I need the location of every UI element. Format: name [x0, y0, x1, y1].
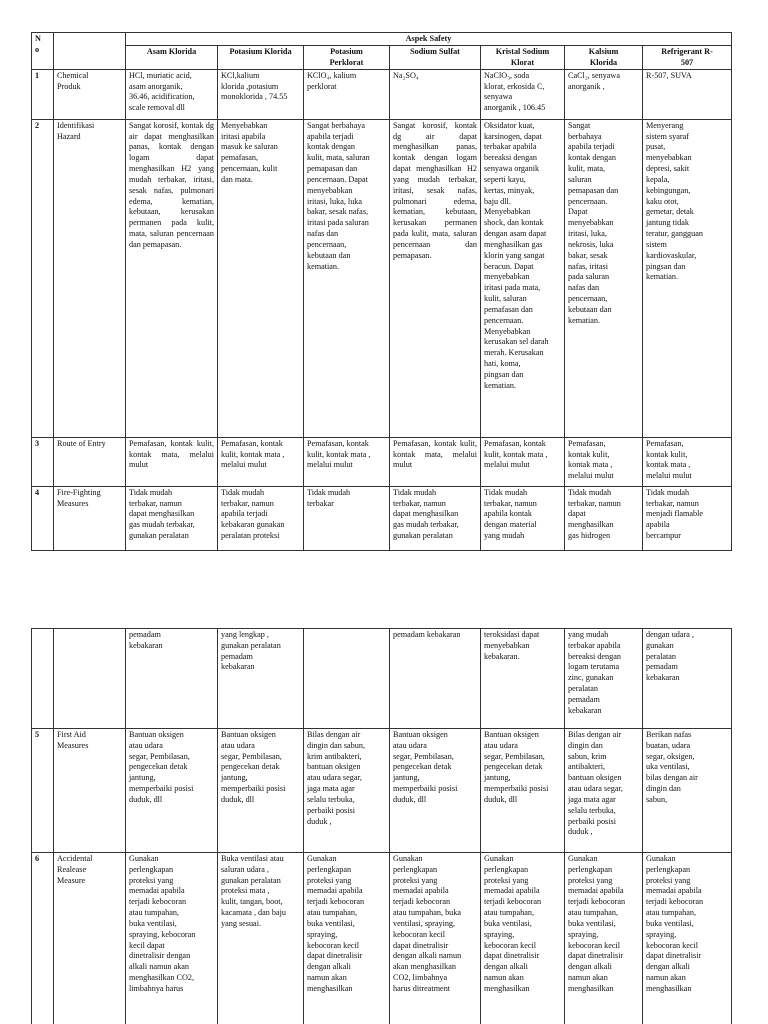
table-row [32, 486, 732, 550]
table-cell: Pemafasan, kontak kulit, kontak mata , melalui mulut [218, 437, 304, 486]
row-number: 4 [32, 486, 54, 550]
table-cell: Sangat berbahaya apabila terjadi kontak dengan kulit, mata, saluran pemapasan dan pencernaan. Dapat menyebabkan iritasi, luka, nekrosis, luka bakar, sesak nafas, iritasi pada saluran nafas dan pencernaan, kebutaan dan kematian. [565, 119, 643, 437]
table-cell: Tidak mudah terbakar, namun dapat menghasilkan gas mudah terbakar, gunakan peralatan [390, 486, 481, 550]
aspect-label: Accidental Realease Measure [54, 853, 126, 1024]
table-cell: R-507, SUVA [643, 69, 732, 119]
row-number: 6 [32, 853, 54, 1024]
row-number [32, 629, 54, 729]
table-cell: Gunakan perlengkapan proteksi yang memadai apabila terjadi kebocoran atau tumpahan, buka ventilasi, spraying, kebocoran kecil dapat dinetralisir dengan alkali namun akan menghasilkan [565, 853, 643, 1024]
table-cell: pemadam kebakaran [390, 629, 481, 729]
table-cell: KClO₄, kalium perklorat [304, 69, 390, 119]
table-cell: Bantuan oksigen atau udara segar, Pembilasan, pengecekan detak jantung, memperbaiki posisi duduk, dll [481, 729, 565, 853]
table-cell: Pemafasan, kontak kulit, kontak mata , melalui mulut [565, 437, 643, 486]
table-row [32, 119, 732, 437]
table-cell: yang mudah terbakar apabila bereaksi dengan logam terutama zinc, gunakan peralatan pemadam kebakaran [565, 629, 643, 729]
table-cell: Menyebabkan iritasi apabila masuk ke saluran pemafasan, pencernaan, kulit dan mata. [218, 119, 304, 437]
table-cell: Oksidator kuat, karsinogen, dapat terbakar apabila bereaksi dengan senyawa organik seperti kayu, kertas, minyak, baju dll. Menyebabkan shock, dan kontak dengan asam dapat menghasilkan gas klorin yang sangat beracun. Dapat menyebabkan iritasi pada mata, kulit, saluran pemafasan dan pencernaan. Menyebabkan kerusakan sel darah merah. Kerusakan hati, koma, pingsan dan kematian. [481, 119, 565, 437]
safety-table-page-2 [31, 628, 732, 1024]
table-cell: Tidak mudah terbakar [304, 486, 390, 550]
table-cell: Tidak mudah terbakar, namun dapat menghasilkan gas mudah terbakar, gunakan peralatan [126, 486, 218, 550]
page-2 [0, 628, 768, 1024]
table-cell: Bilas dengan air dingin dan sabun, krim antibakteri, bantuan oksigen atau udara segar, jaga mata agar selalu terbuka, perbaiki posisi duduk , [304, 729, 390, 853]
table-cell: Tidak mudah terbakar, namun apabila terjadi kebakaran gunakan peralatan proteksi [218, 486, 304, 550]
table-cell: Tidak mudah terbakar, namun apabila kontak dengan material yang mudah [481, 486, 565, 550]
table-row [32, 629, 732, 729]
header-row-columns [32, 45, 732, 69]
table-cell: Pemafasan, kontak kulit, kontak mata, melalui mulut [390, 437, 481, 486]
table-cell: teroksidasi dapat menyebabkan kebakaran. [481, 629, 565, 729]
table-cell: yang lengkap , gunakan peralatan pemadam kebakaran [218, 629, 304, 729]
aspect-safety-header: Aspek Safety [126, 33, 732, 46]
table-cell: CaCl₂, senyawa anorganik , [565, 69, 643, 119]
aspect-label: Fire-Fighting Measures [54, 486, 126, 550]
table-cell: Gunakan perlengkapan proteksi yang memadai apabila terjadi kebocoran atau tumpahan, buka ventilasi, spraying, kebocoran kecil dapat dinetralisir dengan alkali namun akan menghasilkan CO2, limbahnya harus ditreatment [390, 853, 481, 1024]
aspect-label: First Aid Measures [54, 729, 126, 853]
table-cell: NaClO₃, soda klorat, erkosida C, senyawa anorganik , 106.45 [481, 69, 565, 119]
aspect-blank-header [54, 33, 126, 70]
table-cell: dengan udara , gunakan peralatan pemadam kebakaran [643, 629, 732, 729]
row-number: 3 [32, 437, 54, 486]
table-row [32, 729, 732, 853]
table-row [32, 69, 732, 119]
table-cell: Berikan nafas buatan, udara segar, oksigen, uka ventilasi, bilas dengan air dingin dan sabun, [643, 729, 732, 853]
table-cell: Pemafasan, kontak kulit, kontak mata , melalui mulut [643, 437, 732, 486]
table-cell: Pemafasan, kontak kulit, kontak mata, melalui mulut [126, 437, 218, 486]
table-row [32, 853, 732, 1024]
table-cell: Bilas dengan air dingin dan sabun, krim antibakteri, bantuan oksigen atau udara segar, jaga mata agar selalu terbuka, perbaiki posisi duduk , [565, 729, 643, 853]
table-cell: Tidak mudah terbakar, namun dapat menghasilkan gas hidrogen [565, 486, 643, 550]
aspect-label: Identifikasi Hazard [54, 119, 126, 437]
table-cell: Bantuan oksigen atau udara segar, Pembilasan, pengecekan detak jantung, memperbaiki posisi duduk, dll [218, 729, 304, 853]
no-header: N o [32, 33, 54, 70]
row-number: 5 [32, 729, 54, 853]
table-cell: Na₂SO₄ [390, 69, 481, 119]
row-number: 1 [32, 69, 54, 119]
table-cell: Bantuan oksigen atau udara segar, Pembilasan, pengecekan detak jantung, memperbaiki posisi duduk, dll [126, 729, 218, 853]
column-header: Kalsium Klorida [565, 45, 643, 69]
table-cell: Gunakan perlengkapan proteksi yang memadai apabila terjadi kebocoran atau tumpahan, buka ventilasi, spraying, kebocoran kecil dapat dinetralisir dengan alkali namun akan menghasilkan [481, 853, 565, 1024]
column-header: Refrigerant R- 507 [643, 45, 732, 69]
table-cell: Pemafasan, kontak kulit, kontak mata , melalui mulut [481, 437, 565, 486]
table-cell: HCl, muriatic acid, asam anorganik, 36.46, acidification, scale removal dll [126, 69, 218, 119]
table-cell: Gunakan perlengkapan proteksi yang memadai apabila terjadi kebocoran atau tumpahan, buka ventilasi, spraying, kebocoran kecil dapat dinetralisir dengan alkali namun akan menghasilkan [304, 853, 390, 1024]
table-cell: Buka ventilasi atau saluran udara , gunakan peralatan proteksi mata , kulit, tangan, boot, kacamata , dan baju yang sesuai. [218, 853, 304, 1024]
table-cell: Tidak mudah terbakar, namun menjadi flamable apabila bercampur [643, 486, 732, 550]
table-cell: Pemafasan, kontak kulit, kontak mata , melalui mulut [304, 437, 390, 486]
table-row [32, 437, 732, 486]
header-row-top [32, 33, 732, 46]
column-header: Potasium Klorida [218, 45, 304, 69]
table-cell: Sangat korosif, kontak dg air dapat menghasilkan panas, kontak dengan logam dapat menghasilkan H2 yang mudah terbakar, iritasi, sesak nafas, pulmonari edema, kematian, kebutaan, kerusakan permanen pada kulit, mata, saluran pencernaan dan pemapasan. [390, 119, 481, 437]
column-header: Kristal Sodium Klorat [481, 45, 565, 69]
table-cell: Gunakan perlengkapan proteksi yang memadai apabila terjadi kebocoran atau tumpahan, buka ventilasi, spraying, kebocoran kecil dapat dinetralisir dengan alkali namun akan menghasilkan [643, 853, 732, 1024]
table-cell: Sangat berbahaya apabila terjadi kontak dengan kulit, mata, saluran pemapasan dan pencernaan. Dapat menyebabkan iritasi, luka, luka bakar, sesak nafas, iritasi pada saluran nafas dan pencernaan, kebutaan dan kematian. [304, 119, 390, 437]
table-cell: pemadam kebakaran [126, 629, 218, 729]
table-cell: KCl,kalium klorida ,potasium monoklorida , 74.55 [218, 69, 304, 119]
table-cell: Bantuan oksigen atau udara segar, Pembilasan, pengecekan detak jantung, memperbaiki posisi duduk, dll [390, 729, 481, 853]
column-header: Sodium Sulfat [390, 45, 481, 69]
row-number: 2 [32, 119, 54, 437]
table-cell [304, 629, 390, 729]
table-cell: Menyerang sistem syaraf pusat, menyebabkan depresi, sakit kepala, kebingungan, kaku otot, gemetar, detak jantung tidak teratur, gangguan sistem kardiovaskular, pingsan dan kematian. [643, 119, 732, 437]
aspect-label: Chemical Produk [54, 69, 126, 119]
safety-table-page-1 [31, 32, 732, 551]
aspect-label [54, 629, 126, 729]
table-cell: Gunakan perlengkapan proteksi yang memadai apabila terjadi kebocoran atau tumpahan, buka ventilasi, spraying, kebocoran kecil dapat dinetralisir dengan alkali namun akan menghasilkan CO2, limbahnya harus [126, 853, 218, 1024]
aspect-label: Route of Entry [54, 437, 126, 486]
column-header: Asam Klorida [126, 45, 218, 69]
table-cell: Sangat korosif, kontak dg air dapat menghasilkan panas, kontak dengan logam dapat menghasilkan H2 yang mudah terbakar, iritasi, sesak nafas, pulmonari edema, kematian, kebutaan, kerusakan permanen pada kulit, mata, saluran pencernaan dan pemapasan. [126, 119, 218, 437]
column-header: Potasium Perklorat [304, 45, 390, 69]
